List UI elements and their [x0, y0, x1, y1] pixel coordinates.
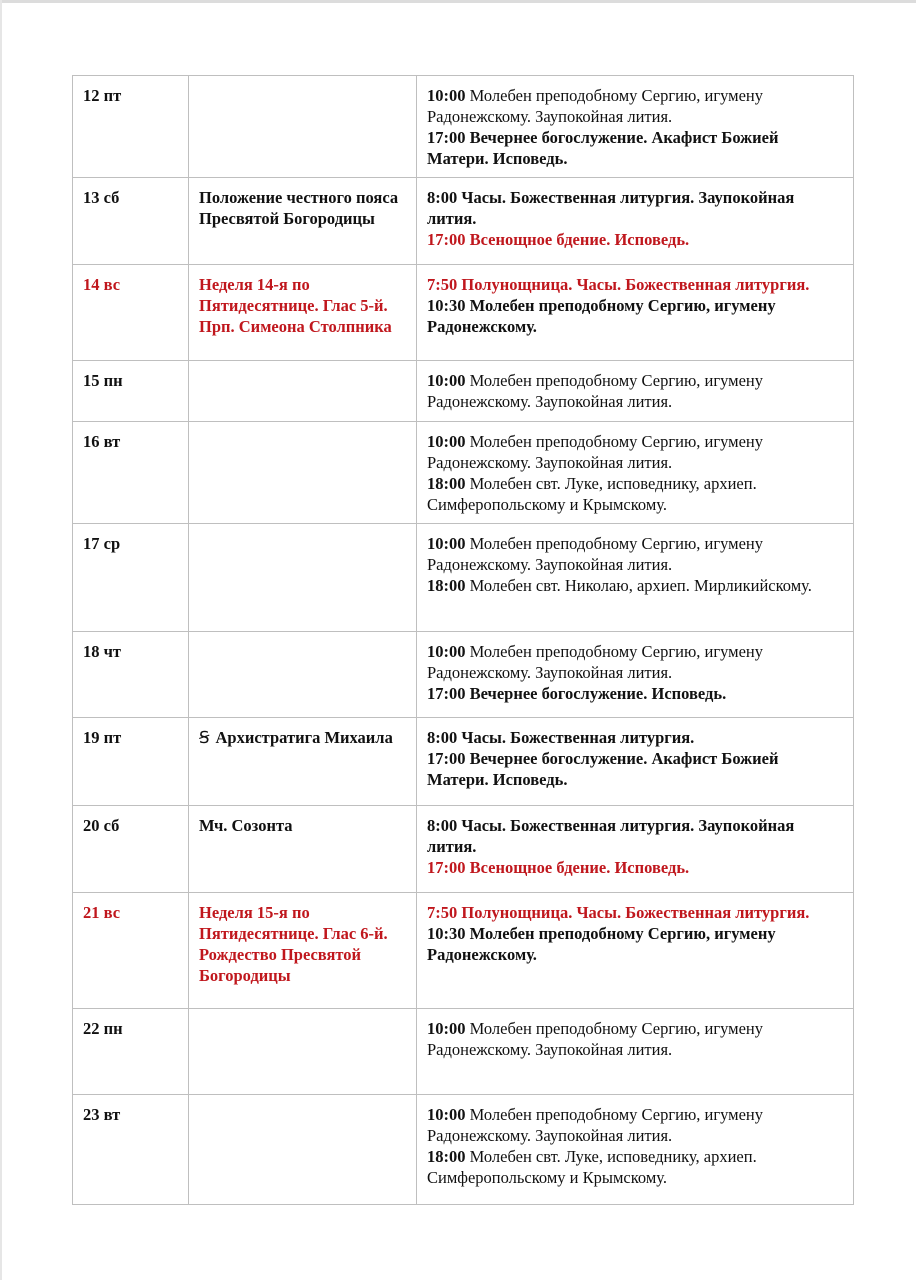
service-time: 10:00	[427, 432, 466, 451]
day-cell: 21 вс	[73, 893, 189, 1009]
day-cell: 16 вт	[73, 422, 189, 524]
services-cell	[417, 806, 854, 893]
services-cell	[417, 361, 854, 422]
service-time: 10:00	[427, 1105, 466, 1124]
table-row	[73, 422, 854, 524]
service-time: 10:00	[427, 642, 466, 661]
table-row	[73, 1095, 854, 1205]
service-text: Вечернее богослужение. Акафист Божией Матери. Исповедь.	[427, 128, 779, 168]
table-row	[73, 178, 854, 265]
day-cell: 18 чт	[73, 632, 189, 718]
service-time: 18:00	[427, 576, 466, 595]
feast-rank-glyph: Ꞩ	[199, 728, 210, 747]
service-line: 10:30 Молебен преподобному Сергию, игумену Радонежскому.	[427, 296, 776, 336]
service-time: 18:00	[427, 1147, 466, 1166]
service-line: 17:00 Вечернее богослужение. Исповедь.	[427, 684, 727, 703]
service-line: 17:00 Всенощное бдение. Исповедь.	[427, 858, 690, 877]
feast-cell: Положение честного пояса Пресвятой Богородицы	[189, 178, 417, 265]
service-line: 17:00 Вечернее богослужение. Акафист Божией Матери. Исповедь.	[427, 749, 779, 789]
service-text: Молебен преподобному Сергию, игумену Радонежскому. Заупокойная лития.	[427, 371, 763, 411]
page-left-edge	[0, 0, 2, 1280]
table-row	[73, 265, 854, 361]
feast-name: Архистратига Михаила	[215, 728, 393, 747]
services-cell	[417, 422, 854, 524]
service-time: 10:00	[427, 1019, 466, 1038]
service-text: Молебен свт. Николаю, архиеп. Мирликийскому.	[465, 576, 812, 595]
day-cell: 13 сб	[73, 178, 189, 265]
day-cell: 22 пн	[73, 1009, 189, 1095]
table-row	[73, 361, 854, 422]
day-cell: 20 сб	[73, 806, 189, 893]
service-line: 8:00 Часы. Божественная литургия. Заупокойная лития.	[427, 816, 795, 856]
service-line	[427, 533, 843, 575]
feast-cell	[189, 1009, 417, 1095]
service-text: Молебен преподобному Сергию, игумену Радонежскому. Заупокойная лития.	[427, 432, 763, 472]
service-time: 18:00	[427, 474, 466, 493]
service-text: Молебен преподобному Сергию, игумену Радонежскому. Заупокойная лития.	[427, 1019, 763, 1059]
table-row	[73, 1009, 854, 1095]
table-row	[73, 524, 854, 632]
feast-cell: Неделя 14-я по Пятидесятнице. Глас 5-й. Прп. Симеона Столпника	[189, 265, 417, 361]
service-line	[427, 1104, 843, 1146]
service-text: Молебен преподобному Сергию, игумену Радонежскому. Заупокойная лития.	[427, 86, 763, 126]
services-cell	[417, 1009, 854, 1095]
service-line	[427, 1146, 843, 1188]
feast-cell	[189, 718, 417, 806]
feast-cell: Мч. Созонта	[189, 806, 417, 893]
service-line	[427, 1018, 843, 1060]
service-text: Молебен свт. Луке, исповеднику, архиеп. Симферопольскому и Крымскому.	[427, 474, 757, 514]
table-row	[73, 893, 854, 1009]
service-line	[427, 85, 843, 127]
service-time: 10:00	[427, 534, 466, 553]
service-line: 17:00 Всенощное бдение. Исповедь.	[427, 230, 690, 249]
feast-cell	[189, 361, 417, 422]
service-line: 8:00 Часы. Божественная литургия. Заупокойная лития.	[427, 188, 795, 228]
services-cell	[417, 1095, 854, 1205]
service-line: 8:00 Часы. Божественная литургия.	[427, 728, 695, 747]
day-cell: 17 ср	[73, 524, 189, 632]
service-line	[427, 127, 843, 169]
feast-cell	[189, 1095, 417, 1205]
day-cell: 12 пт	[73, 76, 189, 178]
service-line: 10:30 Молебен преподобному Сергию, игумену Радонежскому.	[427, 924, 776, 964]
day-cell: 19 пт	[73, 718, 189, 806]
services-cell	[417, 265, 854, 361]
service-text: Молебен преподобному Сергию, игумену Радонежскому. Заупокойная лития.	[427, 534, 763, 574]
table-row	[73, 632, 854, 718]
service-time: 17:00	[427, 128, 466, 147]
day-cell: 15 пн	[73, 361, 189, 422]
service-line	[427, 641, 843, 683]
services-cell	[417, 178, 854, 265]
table-row	[73, 718, 854, 806]
service-line	[427, 575, 843, 596]
services-cell	[417, 718, 854, 806]
service-schedule-table	[72, 75, 854, 1205]
feast-cell	[189, 632, 417, 718]
services-cell	[417, 632, 854, 718]
service-text: Молебен преподобному Сергию, игумену Радонежскому. Заупокойная лития.	[427, 1105, 763, 1145]
feast-cell	[189, 422, 417, 524]
service-line	[427, 473, 843, 515]
service-line	[427, 431, 843, 473]
day-cell: 23 вт	[73, 1095, 189, 1205]
service-text: Молебен преподобному Сергию, игумену Радонежскому. Заупокойная лития.	[427, 642, 763, 682]
table-row	[73, 76, 854, 178]
service-line	[427, 370, 843, 412]
table-row	[73, 806, 854, 893]
services-cell	[417, 893, 854, 1009]
service-time: 10:00	[427, 371, 466, 390]
day-cell: 14 вс	[73, 265, 189, 361]
feast-cell	[189, 76, 417, 178]
page-top-edge	[0, 0, 916, 3]
services-cell	[417, 524, 854, 632]
service-text: Молебен свт. Луке, исповеднику, архиеп. Симферопольскому и Крымскому.	[427, 1147, 757, 1187]
service-line: 7:50 Полунощница. Часы. Божественная литургия.	[427, 903, 810, 922]
services-cell	[417, 76, 854, 178]
feast-cell	[189, 524, 417, 632]
service-time: 10:00	[427, 86, 466, 105]
service-line: 7:50 Полунощница. Часы. Божественная литургия.	[427, 275, 810, 294]
feast-cell: Неделя 15-я по Пятидесятнице. Глас 6-й. Рождество Пресвятой Богородицы	[189, 893, 417, 1009]
